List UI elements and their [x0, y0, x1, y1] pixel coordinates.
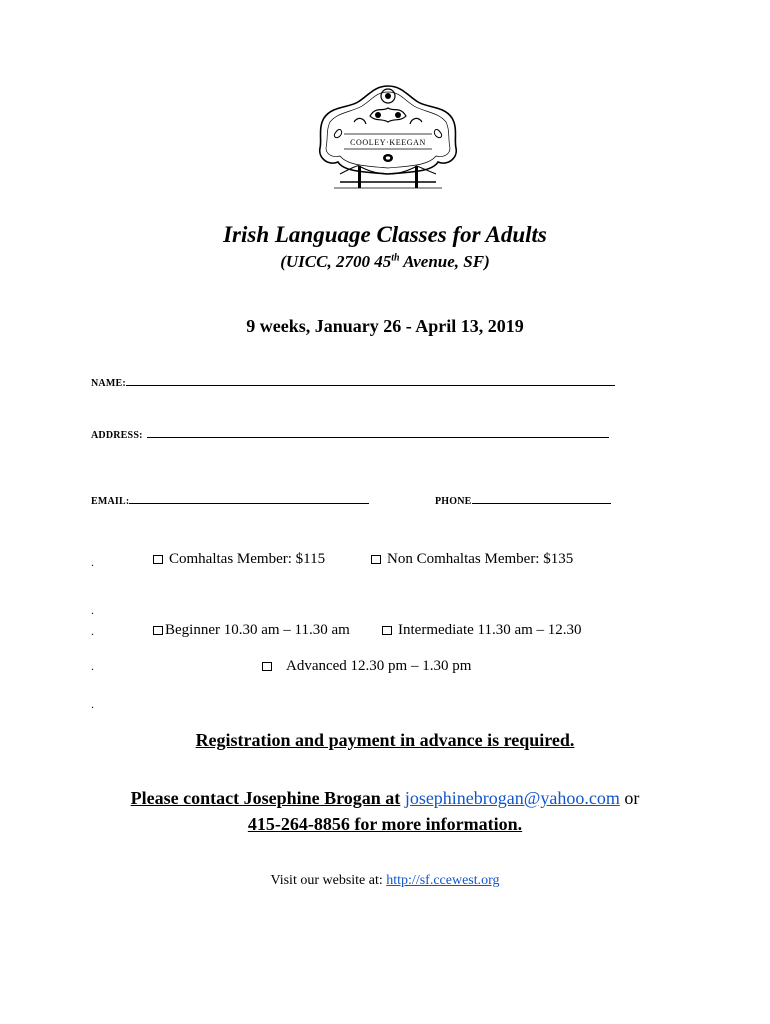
checkbox[interactable] [382, 626, 392, 635]
registration-notice: Registration and payment in advance is required. [195, 730, 575, 750]
subtitle-main: (UICC, 2700 45 [280, 252, 392, 271]
checkbox[interactable] [371, 555, 381, 564]
venue-subtitle [0, 252, 770, 272]
checkbox[interactable] [262, 662, 272, 671]
website-link[interactable]: http://sf.ccewest.org [386, 873, 500, 888]
bullet: . [91, 659, 94, 673]
option-label: Non Comhaltas Member: $135 [387, 551, 574, 567]
contact-prefix: Please contact Josephine Brogan at [130, 788, 401, 808]
logo-text: COOLEY·KEEGAN [350, 138, 426, 147]
checkbox[interactable] [153, 626, 163, 635]
bullet: . [91, 624, 94, 638]
phone-label: PHONE [435, 496, 472, 507]
name-line[interactable] [126, 377, 615, 386]
comhaltas-member-option[interactable] [153, 551, 325, 568]
subtitle-superscript: th [391, 252, 400, 264]
address-field[interactable] [91, 429, 609, 441]
course-dates: 9 weeks, January 26 - April 13, 2019 [246, 316, 524, 336]
contact-line [0, 788, 770, 809]
address-line[interactable] [147, 429, 609, 438]
contact-phone-line: 415-264-8856 for more information. [247, 814, 523, 834]
option-label: Intermediate 11.30 am – 12.30 [398, 622, 582, 638]
contact-or: or [624, 788, 640, 808]
email-label: EMAIL: [91, 496, 130, 507]
phone-line[interactable] [472, 495, 611, 504]
subtitle-rest: Avenue, SF) [399, 252, 490, 271]
bullet: . [91, 603, 94, 617]
non-comhaltas-member-option[interactable] [371, 551, 573, 568]
option-label: Advanced 12.30 pm – 1.30 pm [286, 658, 472, 674]
visit-prefix: Visit our website at: [270, 873, 383, 888]
email-field[interactable] [91, 495, 369, 507]
option-label: Comhaltas Member: $115 [169, 551, 326, 567]
contact-email-link[interactable]: josephinebrogan@yahoo.com [404, 788, 620, 808]
name-label: NAME: [91, 378, 126, 389]
bullet: . [91, 555, 94, 569]
advanced-option[interactable] [262, 658, 471, 675]
email-line[interactable] [129, 495, 369, 504]
page-title: Irish Language Classes for Adults [223, 222, 547, 247]
bullet: . [91, 697, 94, 711]
checkbox[interactable] [153, 555, 163, 564]
beginner-option[interactable] [153, 622, 350, 639]
address-label: ADDRESS: [91, 430, 143, 441]
cooley-keegan-logo [314, 82, 462, 194]
name-field[interactable] [91, 377, 615, 389]
intermediate-option[interactable] [382, 622, 582, 639]
phone-field[interactable] [435, 495, 611, 507]
option-label: Beginner 10.30 am – 11.30 am [165, 622, 350, 638]
website-line [0, 873, 770, 889]
